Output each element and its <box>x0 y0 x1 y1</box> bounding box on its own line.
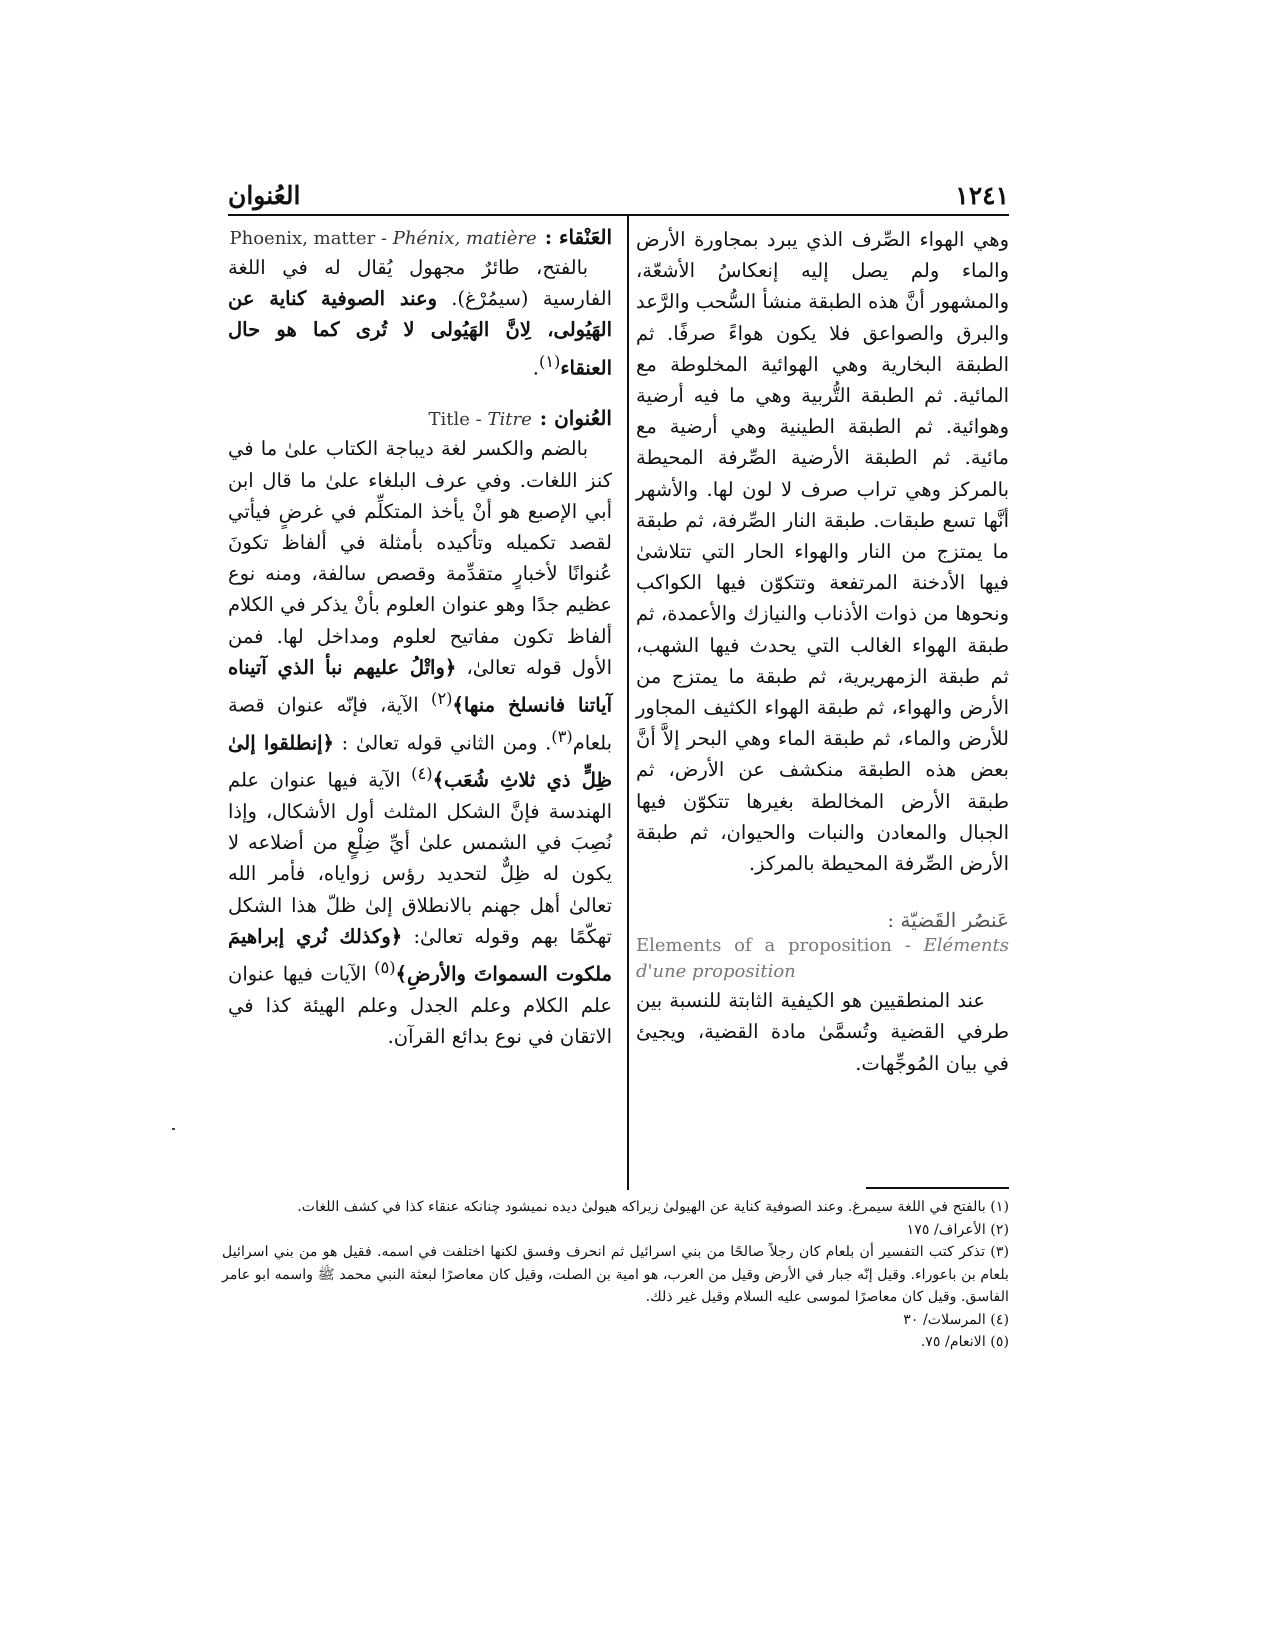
footnote-ref: (٢) <box>430 688 453 708</box>
entry-translation-en: Title - <box>428 409 488 431</box>
quran-quote: ﴿إنطلقوا إلىٰ ظِلٍّ ذي ثلاثِ شُعَب﴾ <box>228 731 612 792</box>
quran-quote: ﴿واتْلُ عليهم نبأ الذي آتيناه آياتنا فانسلخ منها﴾ <box>228 655 612 717</box>
body-text: . ومن الثاني قوله تعالىٰ : <box>333 731 552 755</box>
entry-heading-element-of-proposition <box>636 907 1009 985</box>
footnote-ref: (٤) <box>411 764 433 784</box>
footnote: (١) بالفتح في اللغة سيمرغ. وعند الصوفية كناية عن الهيولىٰ زيراكه هيولىٰ ديده نميشود چنانكه عنقاء كذا في كشف اللغات. <box>297 1199 1009 1215</box>
footnotes <box>222 1196 1009 1354</box>
footnote-ref: (٥) <box>374 958 396 978</box>
body-text: . <box>532 356 539 380</box>
page-header <box>228 170 1009 210</box>
body-text: الآية، فإنّه عنوان قصة بلعام <box>228 693 612 755</box>
entry-translation-en: Elements of a proposition - <box>636 935 924 957</box>
footnote: (٣) تذكر كتب التفسير أن بلعام كان رجلاً صالحًا من بني اسرائيل ثم انحرف وفسق لكنها اختلفت في اسمه. فقيل هو من بني اسرائيل بلعام بن باعوراء. وقيل إنّه جبار في الأرض وقيل من العرب، هو امية بن الصلت، وقيل كان معاصرًا لبعثة النبي محمد ﷺ واسمه ابو عامر الفاسق. وقيل كان معاصرًا لموسى عليه السلام وقيل غير ذلك. <box>222 1244 1009 1305</box>
entry-term: عَنصُر القَضيّة : <box>887 908 1009 933</box>
body-text: الآية فيها عنوان علم الهندسة فإنَّ الشكل المثلث أول الأشكال، وإذا نُصِبَ في الشمس علىٰ أيِّ ضِلْعٍ من أضلاعه لا يكون له ظِلٌّ لتحديد رؤس زواياه، فأمر الله تعالىٰ أهل جهنم بالانطلاق إلىٰ ظلّ هذا الشكل تهكّمًا بهم وقوله تعالىٰ: <box>228 768 612 948</box>
footnote: (٥) الانعام/ ٧٥. <box>920 1334 1009 1350</box>
entry-translation <box>230 226 537 252</box>
entry-term: العُنوان : <box>539 406 612 431</box>
right-column <box>636 224 1009 1079</box>
header-rule <box>228 214 1009 216</box>
body-text: بالضم والكسر لغة ديباجة الكتاب علىٰ ما في كنز اللغات. وفي عرف البلغاء علىٰ ما قال ابن أبي الإصبع هو أنْ يأخذ المتكلِّم في غرضٍ فيأتي لقصد تكميله وتأكيده بأمثلة في ألفاظ تكونَ عُنوانًا لأخبارٍ متقدِّمة وقصص سالفة، ومنه نوع عظيم جدًا وهو عنوان العلوم بأنْ يذكر في الكلام ألفاظ تكون مفاتيح لعلوم ومداخل لها. فمن الأول قوله تعالىٰ، <box>228 437 612 679</box>
margin-mark <box>172 1128 175 1130</box>
running-title: العُنوان <box>228 181 301 210</box>
entry-body: عند المنطقيين هو الكيفية الثابتة للنسبة بين طرفي القضية وتُسمَّىٰ مادة القضية، ويجيئ في بيان المُوجِّهات. <box>636 989 1009 1075</box>
page-number: ١٢٤١ <box>955 181 1009 210</box>
continued-paragraph: وهي الهواء الصِّرف الذي يبرد بمجاورة الأرض والماء ولم يصل إليه إنعكاسُ الأشعّة، والمشهور أنَّ هذه الطبقة منشأ السُّحب والرَّعد والبرق والصواعق فلا يكون هواءً صرفًا. ثم الطبقة البخارية وهي الهوائية المخلوطة مع المائية. ثم الطبقة التُّربية وهي ما فيه أرضية وهوائية. ثم الطبقة الطينية وهي أرضية مع مائية. ثم الطبقة الأرضية الصِّرفة المحيطة بالمركز وهي تراب صرف لا لون لها. والأشهر أنَّها تسع طبقات. طبقة النار الصِّرفة، ثم طبقة ما يمتزج من النار والهواء الحار التي تتلاشىٰ فيها الأدخنة المرتفعة وتتكوّن فيها الكواكب ونحوها من ذوات الأذناب والنيازك والأعمدة، ثم طبقة الهواء الغالب التي يحدث فيها الشهب، ثم طبقة الزمهريرية، ثم طبقة ما يمتزج من الأرض والهواء، ثم طبقة الهواء الكثيف المجاور للأرض والماء، ثم طبقة الماء وهي البحر إلاَّ أنَّ بعض هذه الطبقة منكشف عن الأرض، ثم طبقة الأرض المخالطة بغيرها تتكوّن فيها الجبال والمعادن والنبات والحيوان، ثم طبقة الأرض الصِّرفة المحيطة بالمركز. <box>636 228 1009 876</box>
quran-quote: ﴿وكذلك نُري إبراهيمَ ملكوت السمواتَ والأرضِ﴾ <box>228 924 613 986</box>
entry-translation-fr: Titre <box>487 409 532 431</box>
entry-heading-phoenix <box>228 224 612 252</box>
entry-term: العَنْقاء : <box>544 225 612 249</box>
footnote-rule <box>866 1187 1009 1189</box>
entry-translation <box>636 933 1009 985</box>
footnote: (٤) المرسلات/ ٣٠ <box>903 1311 1009 1328</box>
entry-body <box>228 252 612 383</box>
footnote-ref: (١) <box>538 351 561 371</box>
footnote-ref: (٣) <box>551 726 573 746</box>
entry-translation <box>429 407 532 433</box>
body-text: الآيات فيها عنوان علم الكلام وعلم الجدل وعلم الهيئة كذا في الاتقان في نوع بدائع القرآن. <box>228 962 612 1048</box>
entry-translation-fr: Eléments d'une proposition <box>636 935 1009 983</box>
entry-body <box>228 433 612 1052</box>
footnote: (٢) الأعراف/ ١٧٥ <box>906 1221 1009 1238</box>
entry-translation-fr: Phénix, matière <box>392 228 537 249</box>
entry-heading-title <box>228 405 612 433</box>
body-text: بالفتح، طائرٌ مجهول يُقال له في اللغة الفارسية (سيمُرْغ). <box>228 256 613 311</box>
column-divider <box>627 216 629 1190</box>
body-bold-text: وعند الصوفية كناية عن الهَيُولى، لِانَّ الهَيُولى لا تُرى كما هو حال العنقاء <box>228 287 612 380</box>
left-column <box>228 224 612 1052</box>
entry-translation-en: Phoenix, matter - <box>229 228 393 249</box>
